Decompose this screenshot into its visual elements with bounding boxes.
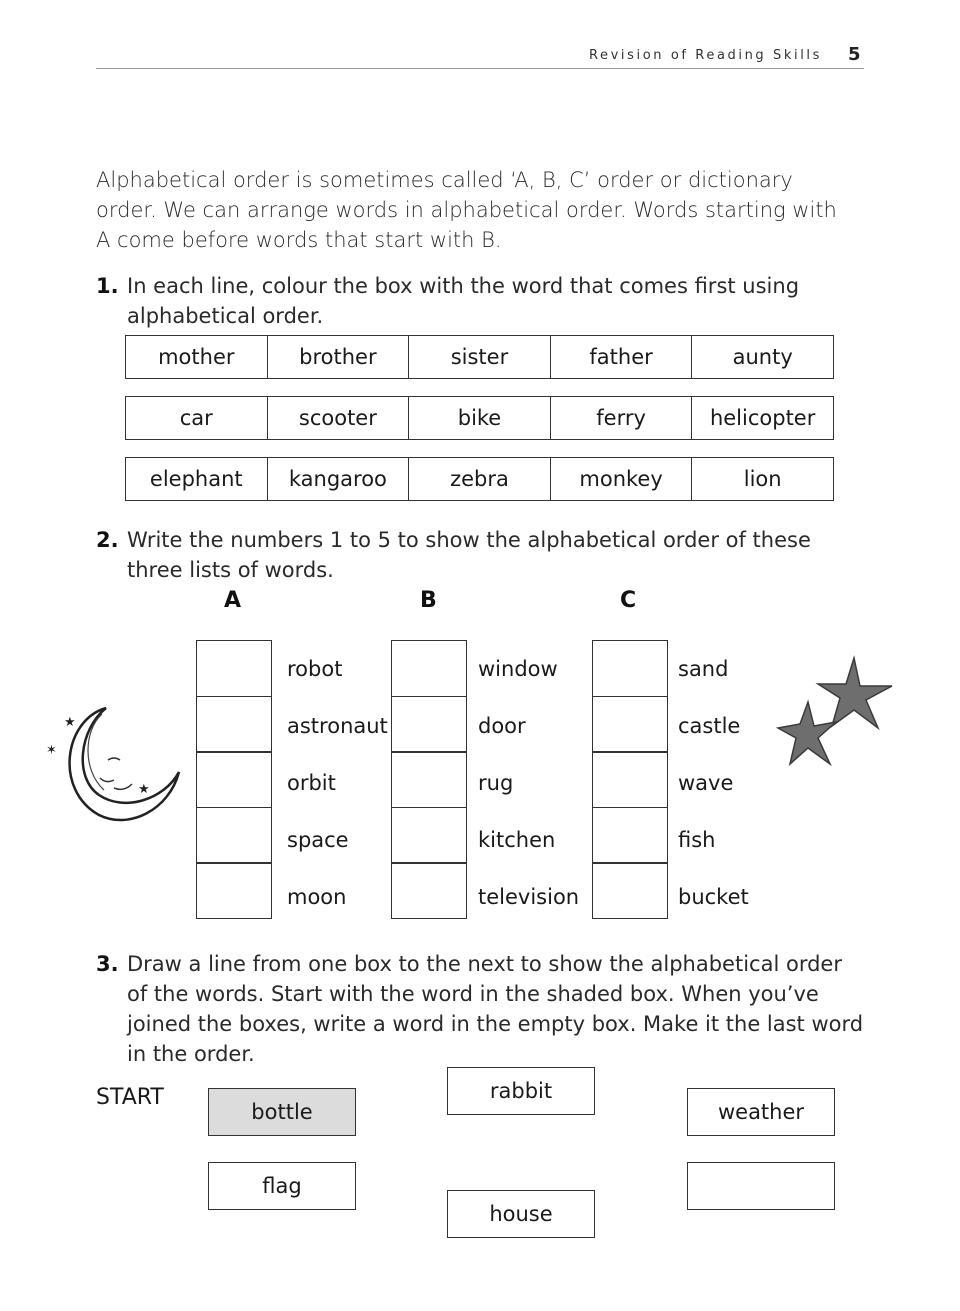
list-word: door [478,713,526,738]
question-3-number: 3. [96,952,119,976]
empty-word-box[interactable] [687,1162,835,1210]
number-answer-box[interactable] [592,696,668,753]
number-box-column-a [196,640,272,919]
svg-text:★: ★ [138,782,150,797]
word-box[interactable]: flag [208,1162,356,1210]
question-2-number: 2. [96,528,119,552]
number-answer-box[interactable] [592,862,668,919]
list-word: space [287,827,349,852]
word-row [125,335,834,379]
crescent-moon-icon [44,700,186,830]
number-answer-box[interactable] [196,640,272,697]
number-answer-box[interactable] [391,640,467,697]
number-answer-box[interactable] [592,640,668,697]
number-box-column-c [592,640,668,919]
word-row [125,457,834,501]
column-b-heading: B [420,588,437,613]
word-box[interactable]: lion [743,467,782,491]
word-box[interactable]: aunty [732,345,793,369]
intro-paragraph: Alphabetical order is sometimes called ‘A, B, C’ order or dictionary order. We can arrange words in alphabetical order. Words starting with A come before words that start with B. [96,168,837,252]
number-answer-box[interactable] [196,696,272,753]
word-box[interactable]: father [551,336,693,378]
number-answer-box[interactable] [391,862,467,919]
list-word: fish [678,827,716,852]
word-box[interactable]: car [126,397,268,439]
list-word: television [478,884,580,909]
svg-text:✶: ✶ [46,743,57,758]
question-1 [96,271,866,331]
running-header: Revision of Reading Skills [588,48,822,63]
number-answer-box[interactable] [196,862,272,919]
list-word: sand [678,656,729,681]
list-word: moon [287,884,347,909]
number-answer-box[interactable] [592,751,668,808]
column-a-heading: A [224,588,242,613]
list-word: castle [678,713,741,738]
number-answer-box[interactable] [196,751,272,808]
word-box[interactable]: ferry [551,397,693,439]
starfish-icon [774,652,906,776]
word-list-b [478,640,579,925]
start-label: START [96,1085,164,1110]
word-box[interactable]: mother [126,336,268,378]
number-answer-box[interactable] [391,696,467,753]
word-box[interactable]: house [447,1190,595,1238]
list-word: wave [678,770,734,795]
word-row [125,396,834,440]
word-box-shaded[interactable]: bottle [208,1088,356,1136]
list-word: bucket [678,884,749,909]
list-word: rug [478,770,514,795]
word-box[interactable]: monkey [551,458,693,500]
word-box[interactable]: bike [409,397,551,439]
word-box[interactable]: brother [268,336,410,378]
list-word: window [478,656,558,681]
word-box[interactable]: kangaroo [268,458,410,500]
word-box[interactable]: zebra [409,458,551,500]
question-1-number: 1. [96,274,119,298]
column-c-heading: C [620,588,637,613]
list-word: orbit [287,770,336,795]
page-number: 5 [848,44,861,65]
word-box[interactable]: rabbit [447,1067,595,1115]
number-answer-box[interactable] [592,807,668,864]
question-3-text: Draw a line from one box to the next to show the alphabetical order of the words. Start with the word in the shaded box. When you’ve joined the boxes, write a word in the empty box. Make it the last word in the order. [127,952,864,1066]
list-word: kitchen [478,827,556,852]
word-list-a [287,640,388,925]
number-box-column-b [391,640,467,919]
list-word: robot [287,656,343,681]
svg-text:★: ★ [64,715,76,730]
word-box[interactable]: weather [687,1088,835,1136]
question-1-text: In each line, colour the box with the word that comes first using alphabetical order. [127,274,800,328]
number-answer-box[interactable] [391,751,467,808]
word-box[interactable]: elephant [126,458,268,500]
number-answer-box[interactable] [196,807,272,864]
word-list-c [678,640,749,925]
question-2-text: Write the numbers 1 to 5 to show the alphabetical order of these three lists of words. [127,528,811,582]
number-answer-box[interactable] [391,807,467,864]
word-box[interactable]: helicopter [709,406,816,430]
question-2 [96,525,866,585]
word-box[interactable]: sister [409,336,551,378]
list-word: astronaut [287,713,388,738]
question-3 [96,949,866,1069]
word-box[interactable]: scooter [268,397,410,439]
header-rule [96,68,864,69]
